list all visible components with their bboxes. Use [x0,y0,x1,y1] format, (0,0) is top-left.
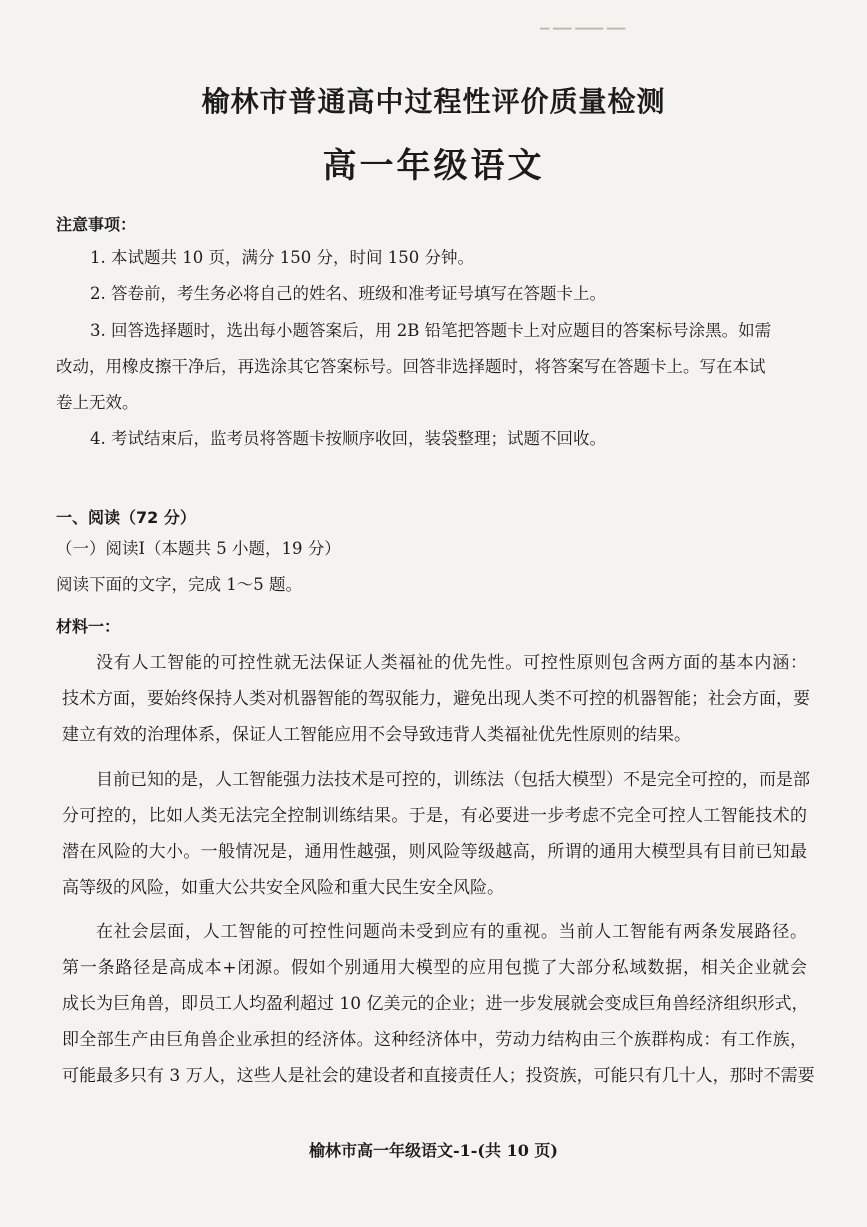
passage-line: 没有人工智能的可控性就无法保证人类福祉的优先性。可控性原则包含两方面的基本内涵： [96,653,807,673]
notice-item: 3. 回答选择题时，选出每小题答案后，用 2B 铅笔把答题卡上对应题目的答案标号涂黑。如需 [90,321,772,340]
passage-line: 目前已知的是，人工智能强力法技术是可控的，训练法（包括大模型）不是完全可控的，而是部 [96,770,810,790]
passage-line: 分可控的，比如人类无法完全控制训练结果。于是，有必要进一步考虑不完全可控人工智能技术的 [62,806,807,826]
scan-bleed-marks: ▔ ▔▔ ▔▔▔ ▔▔ [540,28,626,42]
passage-line: 即全部生产由巨角兽企业承担的经济体。这种经济体中，劳动力结构由三个族群构成：有工作族， [62,1030,807,1050]
notice-heading: 注意事项： [56,215,137,234]
passage-line: 潜在风险的大小。一般情况是，通用性越强，则风险等级越高，所谓的通用大模型具有目前已知最 [62,842,807,862]
page-footer: 榆林市高一年级语文-1-(共 10 页) [309,1141,558,1160]
passage-line: 可能最多只有 3 万人，这些人是社会的建设者和直接责任人；投资族，可能只有几十人，那时不需要 [62,1066,815,1086]
exam-title: 榆林市普通高中过程性评价质量检测 [201,85,666,118]
passage-line: 技术方面，要始终保持人类对机器智能的驾驭能力，避免出现人类不可控的机器智能；社会方面，要 [62,689,810,709]
notice-item-continued: 改动，用橡皮擦干净后，再选涂其它答案标号。回答非选择题时，将答案写在答题卡上。写在本试 [56,357,766,376]
section-heading: 一、阅读（72 分） [56,508,196,527]
exam-subtitle: 高一年级语文 [322,146,545,186]
passage-line: 第一条路径是高成本+闭源。假如个别通用大模型的应用包揽了大部分私域数据，相关企业就会 [62,958,807,978]
notice-item: 1. 本试题共 10 页，满分 150 分，时间 150 分钟。 [90,248,474,267]
passage-line: 在社会层面，人工智能的可控性问题尚未受到应有的重视。当前人工智能有两条发展路径。 [96,922,807,942]
notice-item: 2. 答卷前，考生务必将自己的姓名、班级和准考证号填写在答题卡上。 [90,284,606,303]
passage-line: 高等级的风险，如重大公共安全风险和重大民生安全风险。 [62,878,504,898]
passage-line: 成长为巨角兽，即员工人均盈利超过 10 亿美元的企业；进一步发展就会变成巨角兽经济组织形式， [62,994,809,1014]
notice-item: 4. 考试结束后，监考员将答题卡按顺序收回，装袋整理；试题不回收。 [90,429,606,448]
material-label: 材料一： [56,617,121,636]
section-instruction: 阅读下面的文字，完成 1～5 题。 [56,575,302,594]
section-subheading: （一）阅读Ⅰ（本题共 5 小题，19 分） [56,539,341,558]
notice-item-continued: 卷上无效。 [56,393,139,412]
passage-line: 建立有效的治理体系，保证人工智能应用不会导致违背人类福祉优先性原则的结果。 [62,725,691,745]
